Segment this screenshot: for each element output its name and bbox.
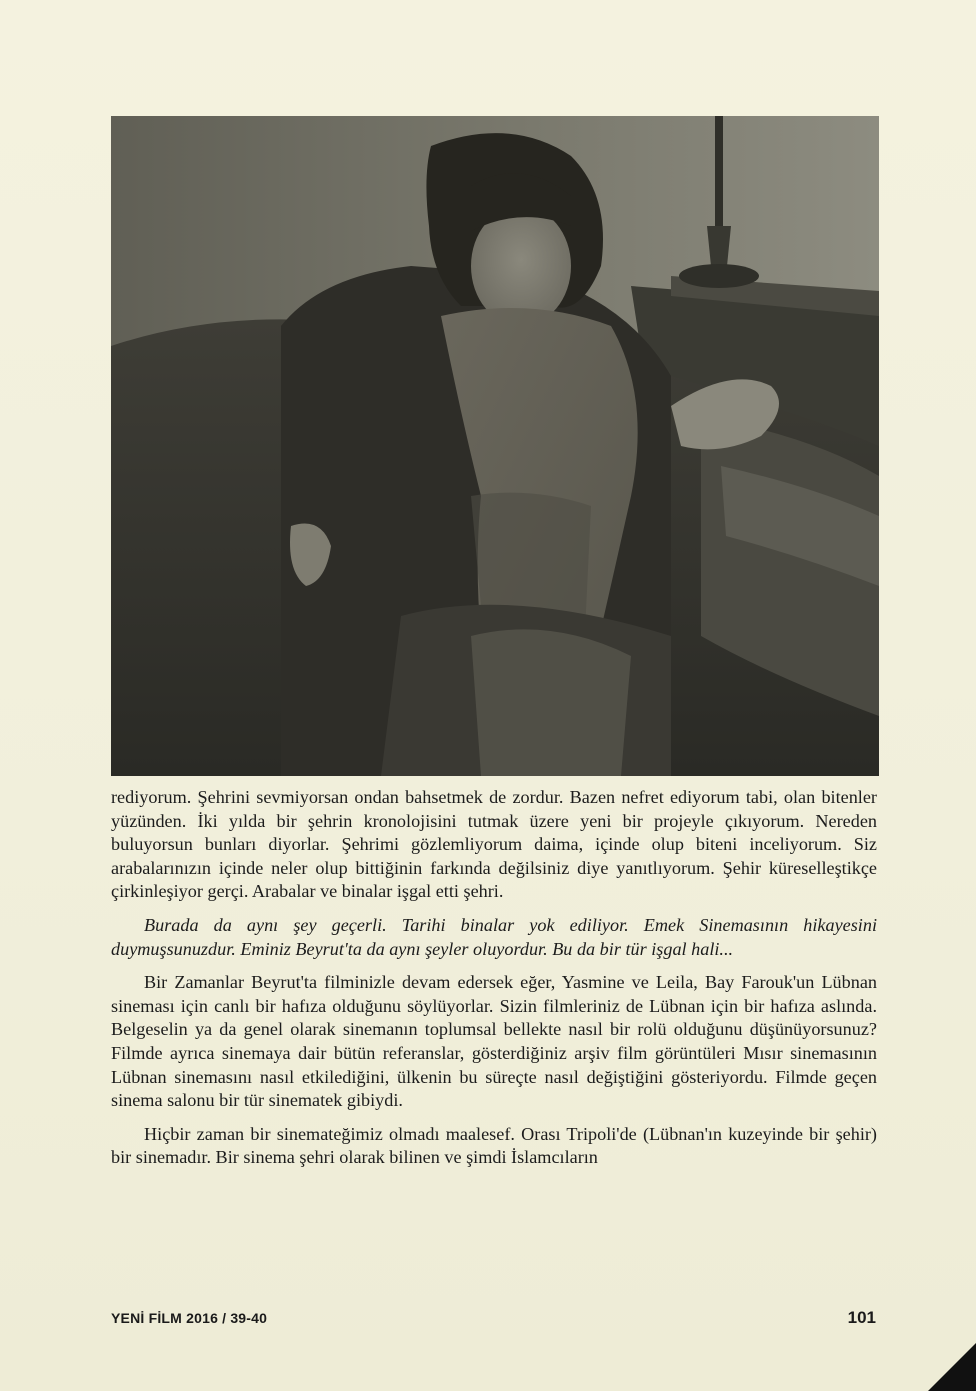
photo-illustration [111,116,879,776]
article-body [111,786,877,1170]
article-paragraph: Bir Zamanlar Beyrut'ta filminizle devam edersek eğer, Yasmine ve Leila, Bay Farouk'un Lübnan sineması için canlı bir hafıza olduğunu söylüyorlar. Sizin filmleriniz de Lübnan için bir hafıza aslında. Belgeselin ya da genel olarak sinemanın toplumsal bellekte nasıl bir rolü olduğunu düşünüyorsunuz? Filmde ayrıca sinemaya dair bütün referanslar, gösterdiğiniz arşiv film görüntüleri Mısır sinemasının Lübnan sinemasını nasıl etkilediğini, ülkenin bu süreçte nasıl değiştiğini gösteriyordu. Filmde geçen sinema salonu bir tür sinematek gibiydi. [111,972,877,1111]
page-corner-mark [928,1343,976,1391]
interview-question: Burada da aynı şey geçerli. Tarihi binalar yok ediliyor. Emek Sinemasının hikayesini duymuşsunuzdur. Eminiz Beyrut'ta da aynı şeyler oluyordur. Bu da bir tür işgal hali... [111,914,877,959]
article-paragraph: Hiçbir zaman bir sinemateğimiz olmadı maalesef. Orası Tripoli'de (Lübnan'ın kuzeyinde bir şehir) bir sinemadır. Bir sinema şehri olarak bilinen ve şimdi İslamcıların [111,1123,877,1168]
interview-photo [111,116,879,776]
publication-footer: YENİ FİLM 2016 / 39-40 [111,1310,268,1326]
article-paragraph: rediyorum. Şehrini sevmiyorsan ondan bahsetmek de zordur. Bazen nefret ediyorum tabi, olan bitenler yüzünden. İki yılda bir şehrin kronolojisini tutmak üzere yeni bir projeyle çıkıyorum. Nereden buluyorsun bunları diyorlar. Şehrimi gözlemliyorum daima, içinde olup biteni inceliyorum. Siz arabalarınızın içinde neler olup bittiğinin farkında değilsiniz diye yanıtlıyorum. Şehir küreselleştikçe çirkinleşiyor gerçi. Arabalar ve binalar işgal etti şehri. [111,787,877,902]
page-number: 101 [847,1308,876,1327]
